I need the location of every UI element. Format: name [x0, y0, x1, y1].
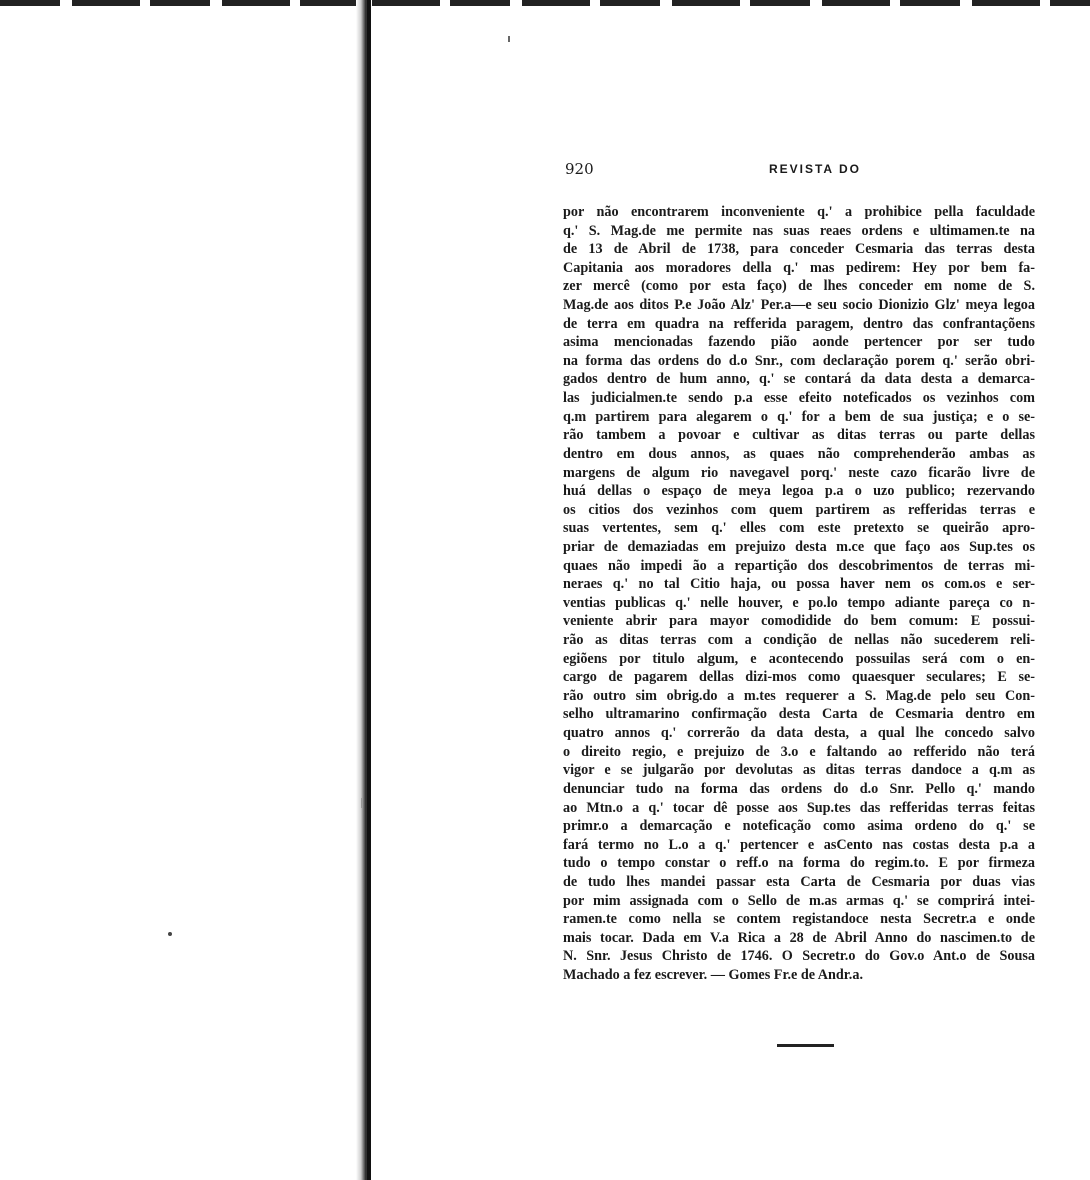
text-line: mais tocar. Dada em V.a Rica a 28 de Abril Anno do nascimen.to de — [563, 929, 1035, 946]
book-spine-line — [367, 0, 371, 1180]
text-line: q.' S. Mag.de me permite nas suas reaes ordens e ultimamen.te na — [563, 222, 1035, 239]
scan-mark — [508, 36, 510, 42]
text-line: egiõens por titulo algum, e acontecendo possuilas será com o en- — [563, 650, 1035, 667]
text-line: por não encontrarem inconveniente q.' a prohibice pella faculdade — [563, 204, 1035, 220]
text-line: rão as ditas terras com a condição de nellas não sucederem reli- — [563, 632, 1035, 649]
top-edge-rule — [0, 0, 1090, 6]
text-line: rão outro sim obrig.do a m.tes requerer a S. Mag.de pelo seu Con- — [563, 687, 1035, 704]
text-line: de terra em quadra na refferida paragem, dentro das confrantaçõens — [563, 315, 1035, 332]
text-line: de tudo lhes mandei passar esta Carta de Cesmaria por duas vias — [563, 873, 1035, 890]
text-line: quatro annos q.' correrão da data desta, a qual lhe concedo salvo — [563, 725, 1035, 742]
end-rule — [777, 1044, 834, 1047]
scan-speck — [168, 932, 172, 936]
text-line: rão tambem a povoar e cultivar as ditas terras ou parte dellas — [563, 427, 1035, 444]
text-line: Capitania aos moradores della q.' mas pedirem: Hey por bem fa- — [563, 259, 1035, 276]
text-line: zer mercê (como por esta faço) de lhes conceder em nome de S. — [563, 278, 1035, 295]
text-line: veniente abrir para mayor comodidide do bem comum: E possui- — [563, 613, 1035, 630]
text-line: vigor e se julgarão por devolutas as ditas terras dandoce a q.m as — [563, 762, 1035, 779]
text-line: suas vertentes, sem q.' elles com este pretexto se queirão apro- — [563, 520, 1035, 537]
text-line: cargo de pagarem dellas dizi-mos como quaesquer seculares; E se- — [563, 669, 1035, 686]
text-line: ventias publicas q.' nelle houver, e po.lo tempo adiante pareça co n- — [563, 594, 1035, 611]
text-line: denunciar tudo na forma das ordens do d.o Snr. Pello q.' mando — [563, 780, 1035, 797]
document-body — [563, 203, 1035, 985]
running-title: REVISTA DO — [768, 162, 861, 176]
text-line: q.m partirem para alegarem o q.' for a bem de sua justiça; e o se- — [563, 408, 1035, 425]
text-line: na forma das ordens do d.o Snr., com declaração porem q.' serão obri- — [563, 352, 1035, 369]
scan-mark — [361, 798, 363, 808]
text-line: Machado a fez escrever. — Gomes Fr.e de Andr.a. — [563, 966, 863, 983]
text-line: selho ultramarino confirmação desta Carta de Cesmaria dentro em — [563, 706, 1035, 723]
page-header — [565, 160, 1035, 180]
text-line: fará termo no L.o a q.' pertencer e asCento nas costas desta p.a a — [563, 836, 1035, 853]
text-line: las judicialmen.te sendo p.a esse efeito noteficados os vezinhos com — [563, 390, 1035, 407]
text-line: neraes q.' no tal Citio haja, ou possa haver nem os com.os e ser- — [563, 576, 1035, 593]
text-line: ao Mtn.o a q.' tocar dê posse aos Sup.tes das refferidas terras feitas — [563, 799, 1035, 816]
text-line: asima mencionadas fazendo pião aonde pertencer por ser tudo — [563, 334, 1035, 351]
text-line: dentro em dous annos, as quaes não comprehenderão ambas as — [563, 445, 1035, 462]
text-line: priar de demaziadas em prejuizo desta m.ce que faço aos Sup.tes os — [563, 538, 1035, 555]
page-number: 920 — [565, 160, 594, 178]
text-line: huá dellas o espaço de meya legoa p.a o uzo publico; rezervando — [563, 483, 1035, 500]
text-line: os citios dos vezinhos com quem partirem as refferidas terras e — [563, 501, 1035, 518]
text-line: quaes não impedi ão a repartição dos descobrimentos de terras mi- — [563, 557, 1035, 574]
text-line: o direito regio, e prejuizo de 3.o e faltando ao refferido não terá — [563, 743, 1035, 760]
text-line: tudo o tempo constar o reff.o na forma do regim.to. E por firmeza — [563, 855, 1035, 872]
text-line: gados dentro de hum anno, q.' se contará da data desta a demarca- — [563, 371, 1035, 388]
text-line: N. Snr. Jesus Christo de 1746. O Secretr.o do Gov.o Ant.o de Sousa — [563, 948, 1035, 965]
text-line: ramen.te como nella se contem registandoce nesta Secretr.a e onde — [563, 911, 1035, 928]
text-line: por mim assignada com o Sello de m.as armas q.' se comprirá intei- — [563, 892, 1035, 909]
text-line: margens de algum rio navegavel porq.' neste cazo ficarão livre de — [563, 464, 1035, 481]
text-line: de 13 de Abril de 1738, para conceder Cesmaria das terras desta — [563, 241, 1035, 258]
text-line: primr.o a demarcação e noteficação como asima ordeno do q.' se — [563, 818, 1035, 835]
text-line: Mag.de aos ditos P.e João Alz' Per.a—e seu socio Dionizio Glz' meya legoa — [563, 297, 1035, 314]
